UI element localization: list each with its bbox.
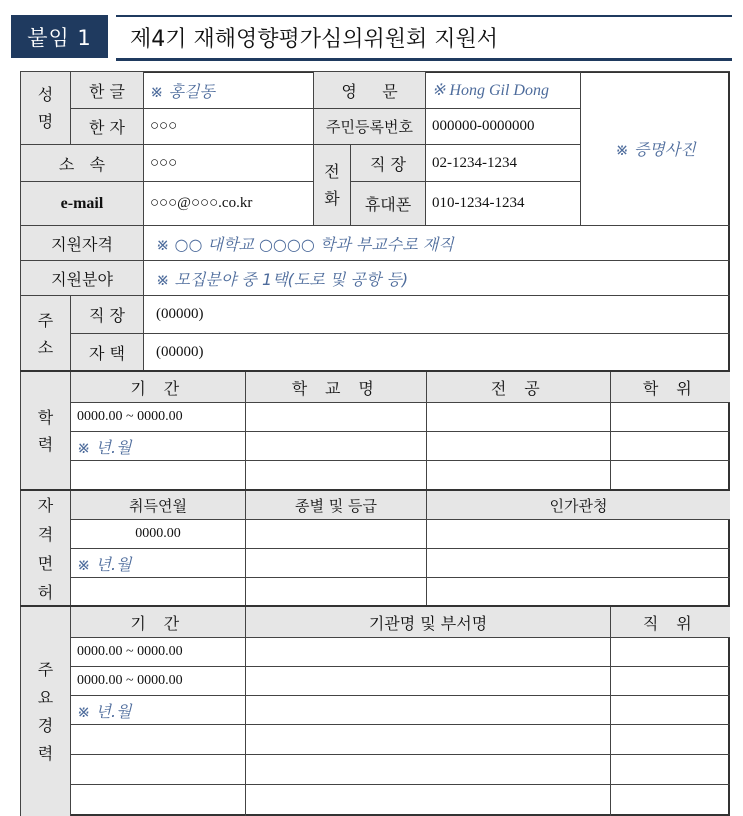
work-phone-label: 직 장: [350, 144, 425, 181]
license-row-authority[interactable]: [426, 577, 730, 606]
affiliation-label: 소 속: [20, 144, 143, 181]
career-header-organization: 기관명 및 부서명: [245, 606, 610, 637]
license-row-type[interactable]: [245, 548, 426, 577]
career-row-position[interactable]: [610, 695, 730, 724]
mobile-value[interactable]: 010-1234-1234: [425, 181, 580, 225]
education-row-period[interactable]: 0000.00 ~ 0000.00: [70, 402, 245, 431]
phone-label: 전 화: [313, 144, 350, 225]
qualification-label: 지원자격: [20, 225, 143, 260]
field-label: 지원분야: [20, 260, 143, 295]
education-header-major: 전 공: [426, 371, 610, 402]
career-row-organization[interactable]: [245, 637, 610, 666]
career-row-organization[interactable]: [245, 724, 610, 754]
license-row-date[interactable]: [70, 577, 245, 606]
career-header-position: 직 위: [610, 606, 730, 637]
qualification-value[interactable]: ※ ○○ 대학교 ○○○○ 학과 부교수로 재직: [143, 225, 730, 260]
license-header-authority: 인가관청: [426, 490, 730, 519]
education-row-degree[interactable]: [610, 460, 730, 490]
career-row-period[interactable]: [70, 724, 245, 754]
career-row-position[interactable]: [610, 784, 730, 816]
work-phone-value[interactable]: 02-1234-1234: [425, 144, 580, 181]
education-row-school[interactable]: [245, 431, 426, 460]
address-home-label: 자 택: [70, 333, 143, 371]
education-row-school[interactable]: [245, 460, 426, 490]
english-name-label: 영 문: [313, 71, 425, 108]
email-value[interactable]: ○○○@○○○.co.kr: [143, 181, 313, 225]
hanja-name-label: 한 자: [70, 108, 143, 144]
career-row-position[interactable]: [610, 666, 730, 695]
address-work-label: 직 장: [70, 295, 143, 333]
license-row-authority[interactable]: [426, 519, 730, 548]
career-row-position[interactable]: [610, 754, 730, 784]
license-header-type: 종별 및 등급: [245, 490, 426, 519]
hanja-name-value[interactable]: ○○○: [143, 108, 313, 144]
section-divider: [20, 370, 730, 372]
header-badge: 붙임 1: [11, 15, 108, 58]
career-row-period[interactable]: 0000.00 ~ 0000.00: [70, 637, 245, 666]
header-title-bar: [116, 15, 732, 61]
address-work-value[interactable]: (00000): [143, 295, 730, 333]
license-row-type[interactable]: [245, 577, 426, 606]
career-row-organization[interactable]: [245, 784, 610, 816]
career-row-organization[interactable]: [245, 754, 610, 784]
section-divider: [20, 489, 730, 491]
address-home-value[interactable]: (00000): [143, 333, 730, 371]
career-header-period: 기 간: [70, 606, 245, 637]
license-header-date: 취득연월: [70, 490, 245, 519]
license-row-type[interactable]: [245, 519, 426, 548]
education-row-major[interactable]: [426, 402, 610, 431]
career-row-period[interactable]: ※ 년.월: [70, 695, 245, 724]
page-title: 제4기 재해영향평가심의위원회 지원서: [130, 27, 499, 52]
career-row-organization[interactable]: [245, 666, 610, 695]
career-row-period[interactable]: [70, 754, 245, 784]
education-row-school[interactable]: [245, 402, 426, 431]
education-header-period: 기 간: [70, 371, 245, 402]
rrn-label: 주민등록번호: [313, 108, 425, 144]
career-row-position[interactable]: [610, 724, 730, 754]
license-row-authority[interactable]: [426, 548, 730, 577]
address-label: 주 소: [20, 295, 70, 371]
career-row-period[interactable]: 0000.00 ~ 0000.00: [70, 666, 245, 695]
field-value[interactable]: ※ 모집분야 중 1택(도로 및 공항 등): [143, 260, 730, 295]
section-divider: [20, 605, 730, 607]
career-row-position[interactable]: [610, 637, 730, 666]
name-label: 성 명: [20, 71, 70, 144]
affiliation-value[interactable]: ○○○: [143, 144, 313, 181]
license-label: 자 격 면 허: [20, 490, 70, 606]
education-header-school: 학 교 명: [245, 371, 426, 402]
career-row-organization[interactable]: [245, 695, 610, 724]
photo-placeholder[interactable]: ※ 증명사진: [580, 71, 730, 225]
career-label: 주 요 경 력: [20, 606, 70, 816]
education-row-period[interactable]: [70, 460, 245, 490]
mobile-label: 휴대폰: [350, 181, 425, 225]
education-header-degree: 학 위: [610, 371, 730, 402]
education-row-degree[interactable]: [610, 431, 730, 460]
license-row-date[interactable]: 0000.00: [70, 519, 245, 548]
education-row-degree[interactable]: [610, 402, 730, 431]
korean-name-label: 한 글: [70, 71, 143, 108]
education-row-major[interactable]: [426, 431, 610, 460]
education-label: 학 력: [20, 371, 70, 490]
rrn-value[interactable]: 000000-0000000: [425, 108, 580, 144]
education-row-major[interactable]: [426, 460, 610, 490]
education-row-period[interactable]: ※ 년.월: [70, 431, 245, 460]
english-name-value[interactable]: ※ Hong Gil Dong: [425, 71, 580, 108]
korean-name-value[interactable]: ※ 홍길동: [143, 71, 313, 108]
career-row-period[interactable]: [70, 784, 245, 816]
email-label: e-mail: [20, 181, 143, 225]
license-row-date[interactable]: ※ 년.월: [70, 548, 245, 577]
